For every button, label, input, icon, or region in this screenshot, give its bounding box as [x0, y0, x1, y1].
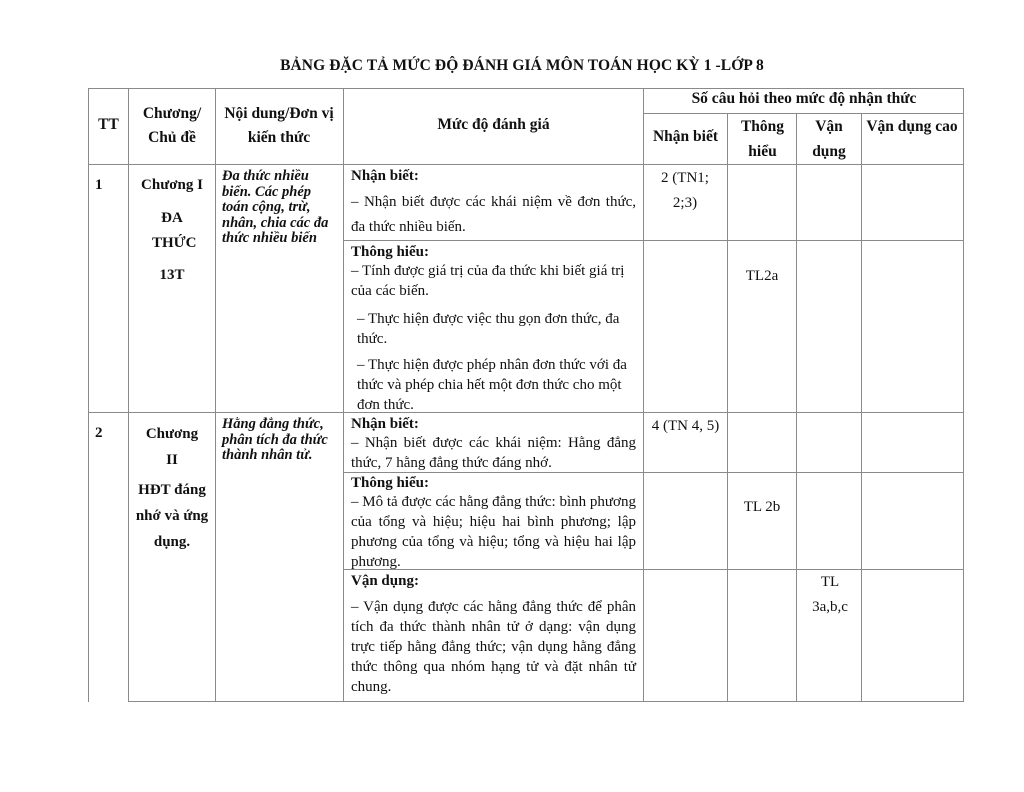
row2-tt: 2	[95, 425, 103, 441]
header-noidung: Nội dung/Đơn vị kiến thức	[224, 105, 334, 146]
header-mucdo: Mức độ đánh giá	[437, 116, 550, 133]
row2-level1-item: – Nhận biết được các khái niệm: Hằng đẳng thức, 7 hằng đẳng thức đáng nhớ.	[351, 435, 636, 471]
row2-level3-item: – Vận dụng được các hằng đẳng thức để phân tích đa thức thành nhân tử ở dạng: vận dụng trực tiếp hằng đẳng thức; vận dụng hằng đẳng thức thông qua nhóm hạng tử và đặt nhân tử chung.	[351, 599, 636, 695]
row1-noidung: Đa thức nhiều biến. Các phép toán cộng, trừ, nhân, chia các đa thức nhiều biến	[222, 168, 329, 246]
header-thonghieu: Thông hiểu	[740, 118, 785, 160]
header-vandung: Vận dụng	[812, 118, 846, 160]
row1-chuong-hours: 13T	[159, 267, 185, 283]
row1-level2-label: Thông hiểu:	[351, 244, 429, 260]
row2-chuong-name: Chương II	[145, 426, 199, 468]
header-tt: TT	[98, 116, 119, 133]
header-vandungcao: Vận dụng cao	[866, 118, 958, 135]
row1-level2-item2: – Thực hiện được việc thu gọn đơn thức, đa thức.	[357, 311, 620, 347]
row2-level1-nhanbiet: 4 (TN 4, 5)	[651, 418, 720, 434]
row1-level2-item3: – Thực hiện được phép nhân đơn thức với đa thức và phép chia hết một đơn thức cho một đơn thức.	[357, 357, 627, 413]
header-nhanbiet: Nhận biết	[652, 128, 719, 145]
header-socauhoi: Số câu hỏi theo mức độ nhận thức	[691, 90, 917, 107]
row1-chuong-topic: ĐA THỨC	[152, 210, 197, 251]
row1-level1-nhanbiet: 2 (TN1; 2;3)	[661, 170, 709, 211]
row1-level1-label: Nhận biết:	[351, 168, 419, 184]
row2-level3-label: Vận dụng:	[351, 573, 419, 589]
row2-level3-vandung: TL 3a,b,c	[812, 574, 848, 615]
row1-level2-item1: – Tính được giá trị của đa thức khi biết giá trị của các biến.	[351, 263, 625, 299]
row2-noidung: Hằng đẳng thức, phân tích đa thức thành nhân tử.	[222, 416, 328, 463]
row1-chuong-name: Chương I	[141, 177, 203, 193]
row1-tt: 1	[95, 177, 103, 193]
row2-level1-label: Nhận biết:	[351, 416, 419, 432]
row2-level2-thonghieu: TL 2b	[743, 499, 781, 515]
header-chuong: Chương/ Chủ đề	[142, 105, 202, 146]
row2-chuong-topic: HĐT đáng nhớ và ứng dụng.	[135, 482, 209, 550]
row2-level2-item: – Mô tả được các hằng đẳng thức: bình phương của tổng và hiệu; hiệu hai bình phương; lập phương của tổng và hiệu; tổng và hiệu hai lập phương.	[351, 494, 636, 570]
page-title: BẢNG ĐẶC TẢ MỨC ĐỘ ĐÁNH GIÁ MÔN TOÁN HỌC KỲ 1 -LỚP 8	[280, 57, 764, 74]
row2-level2-label: Thông hiểu:	[351, 475, 429, 491]
row1-level1-item: – Nhận biết được các khái niệm về đơn thức, đa thức nhiều biến.	[351, 194, 636, 235]
row1-level2-thonghieu: TL2a	[745, 268, 779, 284]
